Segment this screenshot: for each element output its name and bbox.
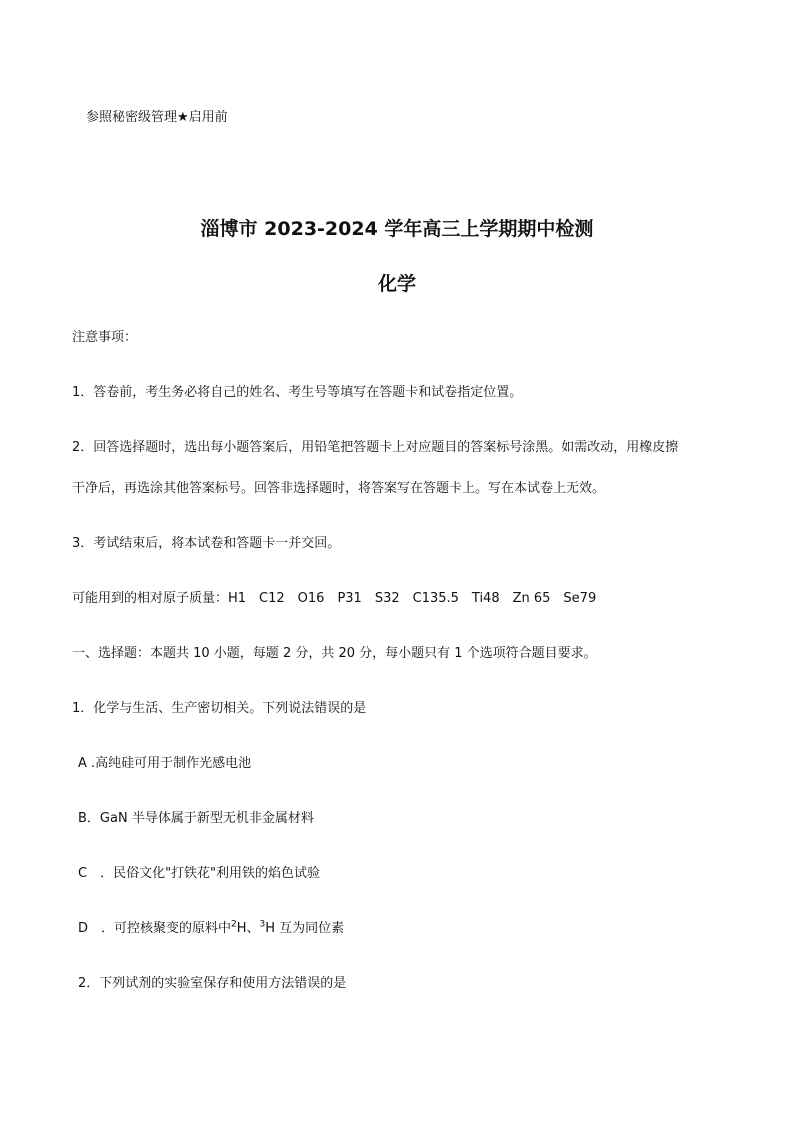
question-1-option-c: C ．民俗文化"打铁花"利用铁的焰色试验 bbox=[78, 866, 321, 881]
atomic-masses: 可能用到的相对原子质量：H1 C12 O16 P31 S32 C135.5 Ti48 Zn 65 Se79 bbox=[72, 591, 597, 606]
notice-item-3: 3．考试结束后，将本试卷和答题卡一并交回。 bbox=[72, 536, 341, 551]
notice-item-1: 1．答卷前，考生务必将自己的姓名、考生号等填写在答题卡和试卷指定位置。 bbox=[72, 385, 523, 400]
option-d-hydrogen-1: H、 bbox=[236, 921, 260, 936]
option-d-suffix: H 互为同位素 bbox=[265, 921, 345, 936]
question-1-stem: 1．化学与生活、生产密切相关。下列说法错误的是 bbox=[72, 701, 367, 716]
mass-number-2: 2 bbox=[231, 919, 237, 930]
section-1-heading: 一、选择题：本题共 10 小题，每题 2 分，共 20 分，每小题只有 1 个选项符合题目要求。 bbox=[72, 646, 597, 661]
question-1-option-a: A .高纯硅可用于制作光感电池 bbox=[78, 756, 252, 771]
notice-item-2-line-2: 干净后，再选涂其他答案标号。回答非选择题时，将答案写在答题卡上。写在本试卷上无效。 bbox=[72, 481, 606, 496]
mass-number-3: 3 bbox=[259, 919, 266, 930]
option-d-prefix: D ．可控核聚变的原料中 bbox=[78, 921, 232, 936]
secrecy-note: 参照秘密级管理★启用前 bbox=[86, 110, 228, 125]
subject-title: 化学 bbox=[377, 273, 416, 295]
question-1-option-b: B．GaN 半导体属于新型无机非金属材料 bbox=[78, 811, 314, 826]
notice-heading: 注意事项： bbox=[72, 330, 138, 345]
exam-title: 淄博市 2023-2024 学年高三上学期期中检测 bbox=[200, 218, 594, 240]
question-1-option-d bbox=[78, 920, 344, 938]
question-2-stem: 2．下列试剂的实验室保存和使用方法错误的是 bbox=[78, 976, 347, 991]
notice-item-2-line-1: 2．回答选择题时，选出每小题答案后，用铅笔把答题卡上对应题目的答案标号涂黑。如需改动，用橡皮擦 bbox=[72, 440, 679, 455]
